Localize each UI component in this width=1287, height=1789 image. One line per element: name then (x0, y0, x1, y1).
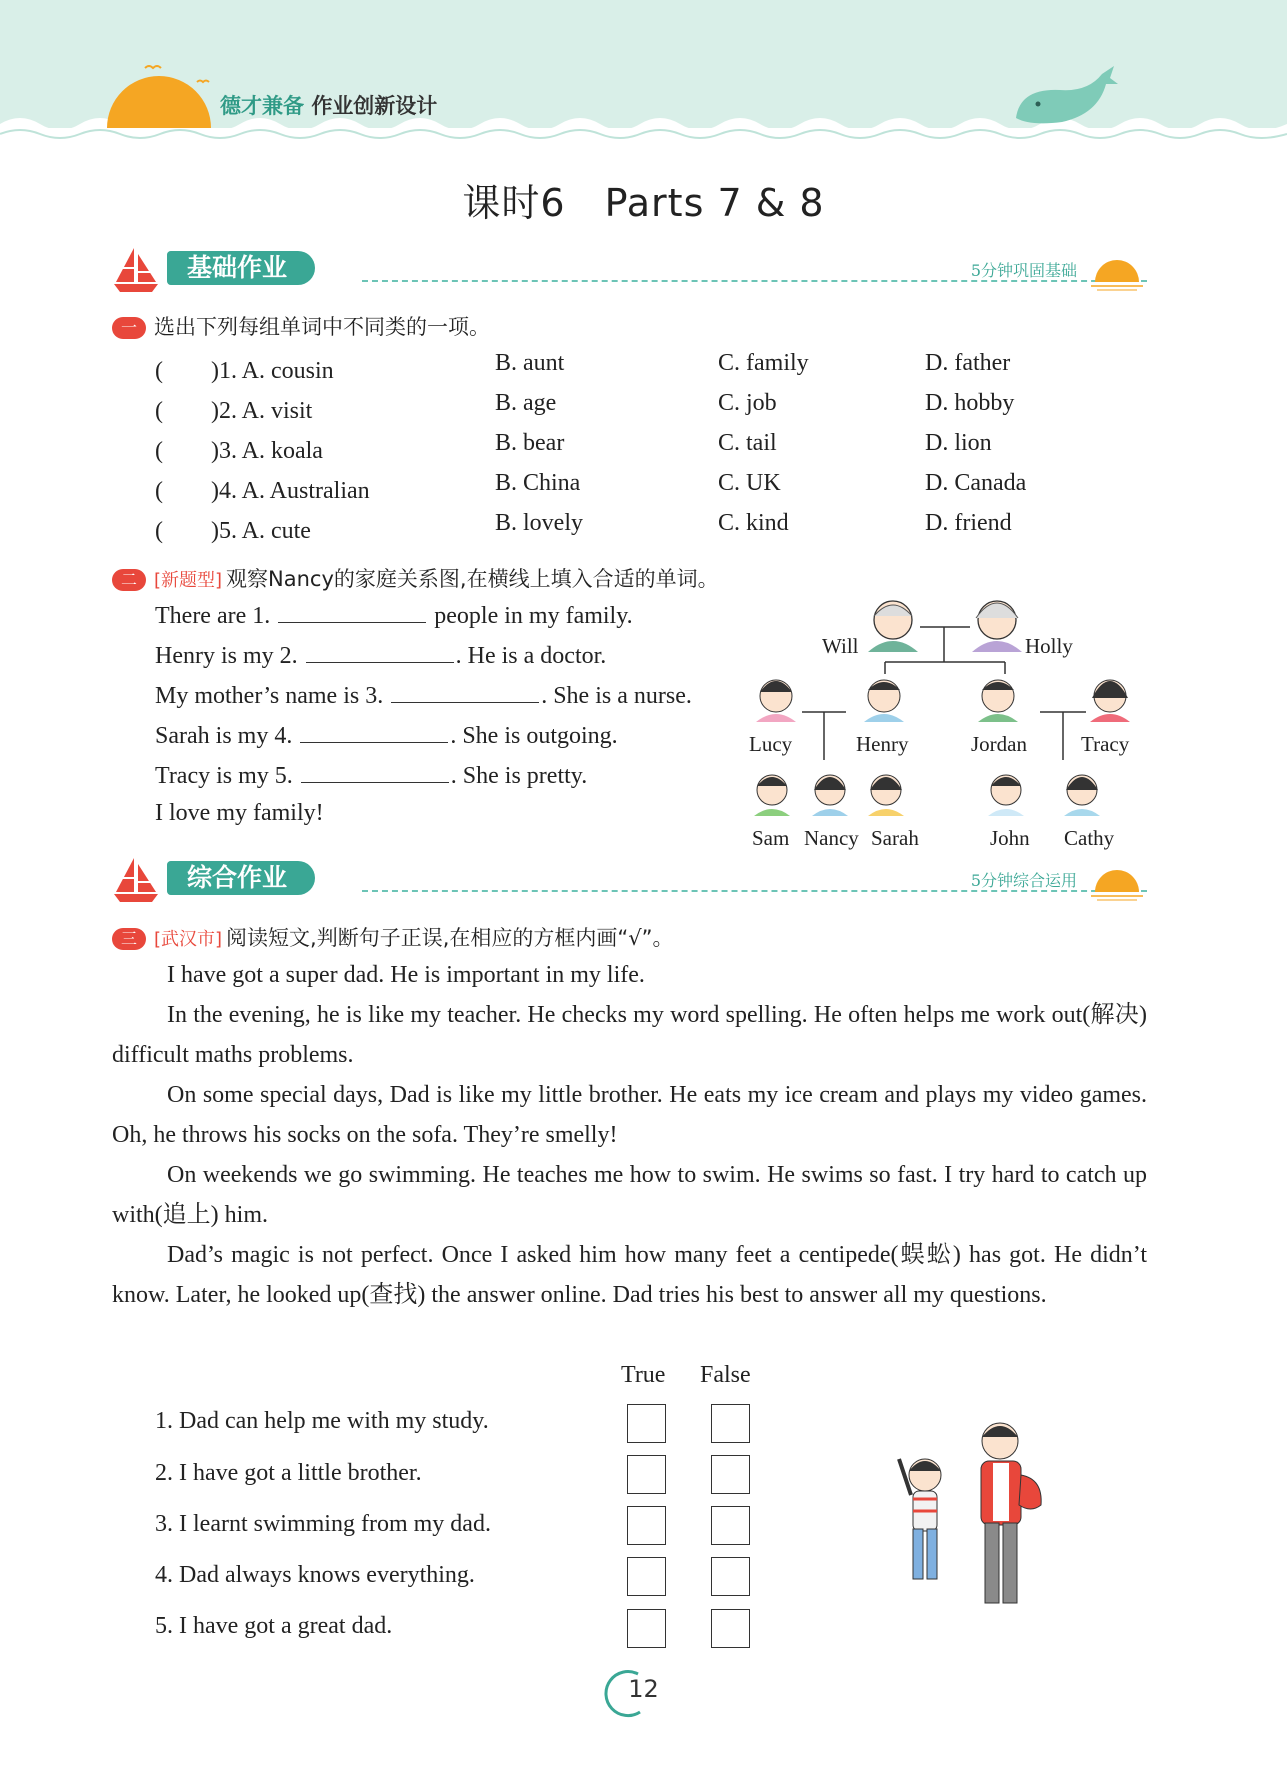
section-label: 基础作业 (167, 251, 315, 285)
sun-icon (105, 60, 215, 130)
false-column-header: False (700, 1362, 751, 1388)
true-checkbox[interactable] (627, 1609, 666, 1648)
answer-blank[interactable] (278, 600, 426, 623)
false-checkbox[interactable] (711, 1455, 750, 1494)
answer-blank[interactable] (391, 680, 539, 703)
true-checkbox[interactable] (627, 1455, 666, 1494)
choice-b: B. lovely (495, 510, 583, 536)
choice-d: D. father (925, 350, 1011, 376)
statement: 1. Dad can help me with my study. (155, 1408, 489, 1434)
question-3-header (112, 922, 674, 952)
fill-text-after: people in my family. (434, 603, 633, 629)
fill-line (155, 600, 633, 630)
small-sun-icon (1087, 862, 1147, 902)
passage-paragraph: On some special days, Dad is like my little brother. He eats my ice cream and plays my video games. Oh, he throws his socks on the sofa. They’re smelly! (112, 1082, 1147, 1148)
child-figure-5 (1064, 775, 1100, 816)
fill-text-before: There are 1. (155, 603, 271, 629)
choice-b: B. bear (495, 430, 565, 456)
fill-text-before: Tracy is my 5. (155, 763, 293, 789)
passage-paragraph: In the evening, he is like my teacher. He checks my word spelling. He often helps me work out(解决) difficult maths problems. (112, 1002, 1147, 1068)
fill-text-after: . She is a nurse. (541, 683, 692, 709)
question-1-header (112, 311, 490, 341)
passage-paragraph: Dad’s magic is not perfect. Once I asked him how many feet a centipede(蜈蚣) has got. He didn’t know. Later, he looked up(查找) the answer online. Dad tries his best to answer all my questions. (112, 1242, 1147, 1308)
brand-name (220, 90, 437, 120)
passage-paragraph: I have got a super dad. He is important in my life. (167, 962, 645, 988)
parent-figure-1 (756, 680, 796, 722)
fill-line (155, 680, 692, 710)
small-sun-icon (1087, 252, 1147, 292)
choice-a: ( )5. A. cute (155, 518, 311, 544)
child-figure-3 (868, 775, 904, 816)
child-figure-1 (754, 775, 790, 816)
closing-line: I love my family! (155, 800, 324, 826)
family-name-holly: Holly (1025, 634, 1073, 658)
section-note: 5分钟巩固基础 (970, 261, 1077, 280)
parent-figure-4 (1090, 680, 1130, 722)
fill-text-before: My mother’s name is 3. (155, 683, 384, 709)
section-banner-comprehensive (112, 856, 1147, 906)
statement: 5. I have got a great dad. (155, 1613, 393, 1639)
choice-a: ( )2. A. visit (155, 398, 313, 424)
lesson-title: 课时6 Parts 7 & 8 (462, 181, 825, 225)
whale-icon (1010, 62, 1120, 132)
answer-blank[interactable] (300, 720, 448, 743)
fill-text-before: Sarah is my 4. (155, 723, 293, 749)
choice-a: ( )4. A. Australian (155, 478, 370, 504)
page-header (0, 0, 1287, 150)
fill-text-after: . He is a doctor. (455, 643, 607, 669)
true-checkbox[interactable] (627, 1506, 666, 1545)
question-number: 一 (112, 317, 146, 339)
false-checkbox[interactable] (711, 1404, 750, 1443)
fill-line (155, 640, 606, 670)
question-instruction: 选出下列每组单词中不同类的一项。 (154, 315, 490, 339)
choice-b: B. aunt (495, 350, 565, 376)
family-tree-diagram (740, 590, 1140, 850)
family-name-nancy: Nancy (804, 826, 859, 850)
family-name-john: John (990, 826, 1030, 850)
question-2-header (112, 563, 719, 593)
family-name-sarah: Sarah (871, 826, 919, 850)
question-number: 二 (112, 569, 146, 591)
family-name-sam: Sam (752, 826, 790, 850)
choice-d: D. hobby (925, 390, 1015, 416)
choice-c: C. family (718, 350, 809, 376)
question-tag: [新题型] (154, 570, 223, 591)
section-note: 5分钟综合运用 (970, 871, 1077, 890)
brand-dark: 作业创新设计 (311, 94, 438, 118)
grandfather-figure (868, 601, 918, 652)
choice-b: B. age (495, 390, 557, 416)
parent-figure-2 (864, 680, 904, 722)
family-name-henry: Henry (856, 732, 909, 756)
question-instruction: 阅读短文,判断句子正误,在相应的方框内画“√”。 (226, 926, 674, 950)
dad-and-child-illustration (885, 1415, 1065, 1615)
family-name-tracy: Tracy (1081, 732, 1130, 756)
choice-c: C. job (718, 390, 777, 416)
false-checkbox[interactable] (711, 1506, 750, 1545)
family-name-cathy: Cathy (1064, 826, 1115, 850)
family-name-jordan: Jordan (971, 732, 1027, 756)
answer-blank[interactable] (306, 640, 454, 663)
true-column-header: True (621, 1362, 666, 1388)
question-tag: [武汉市] (154, 929, 223, 950)
question-instruction: 观察Nancy的家庭关系图,在横线上填入合适的单词。 (226, 567, 719, 591)
passage-paragraph: On weekends we go swimming. He teaches me how to swim. He swims so fast. I try hard to catch up with(追上) him. (112, 1162, 1147, 1228)
fill-line (155, 720, 618, 750)
child-figure-2 (812, 775, 848, 816)
choice-c: C. UK (718, 470, 781, 496)
choice-c: C. tail (718, 430, 777, 456)
family-name-lucy: Lucy (749, 732, 793, 756)
statement: 2. I have got a little brother. (155, 1460, 422, 1486)
question-number: 三 (112, 928, 146, 950)
statement: 4. Dad always knows everything. (155, 1562, 475, 1588)
section-label: 综合作业 (167, 861, 315, 895)
parent-figure-3 (978, 680, 1018, 722)
grandmother-figure (972, 601, 1022, 652)
section-banner-basic (112, 246, 1147, 296)
choice-d: D. Canada (925, 470, 1027, 496)
fill-text-after: . She is pretty. (450, 763, 588, 789)
answer-blank[interactable] (301, 760, 449, 783)
true-checkbox[interactable] (627, 1557, 666, 1596)
choice-c: C. kind (718, 510, 789, 536)
statement: 3. I learnt swimming from my dad. (155, 1511, 491, 1537)
false-checkbox[interactable] (711, 1557, 750, 1596)
fill-text-after: . She is outgoing. (450, 723, 618, 749)
fill-line (155, 760, 587, 790)
choice-d: D. friend (925, 510, 1012, 536)
reading-passage (112, 955, 1147, 1315)
true-checkbox[interactable] (627, 1404, 666, 1443)
sailboat-icon (112, 856, 162, 904)
family-name-will: Will (822, 634, 859, 658)
brand-green: 德才兼备 (220, 94, 304, 118)
child-figure-4 (988, 775, 1024, 816)
choice-a: ( )3. A. koala (155, 438, 323, 464)
sailboat-icon (112, 246, 162, 294)
false-checkbox[interactable] (711, 1609, 750, 1648)
page-number: 12 (628, 1675, 659, 1703)
choice-d: D. lion (925, 430, 992, 456)
choice-a: ( )1. A. cousin (155, 358, 334, 384)
choice-b: B. China (495, 470, 581, 496)
fill-text-before: Henry is my 2. (155, 643, 298, 669)
